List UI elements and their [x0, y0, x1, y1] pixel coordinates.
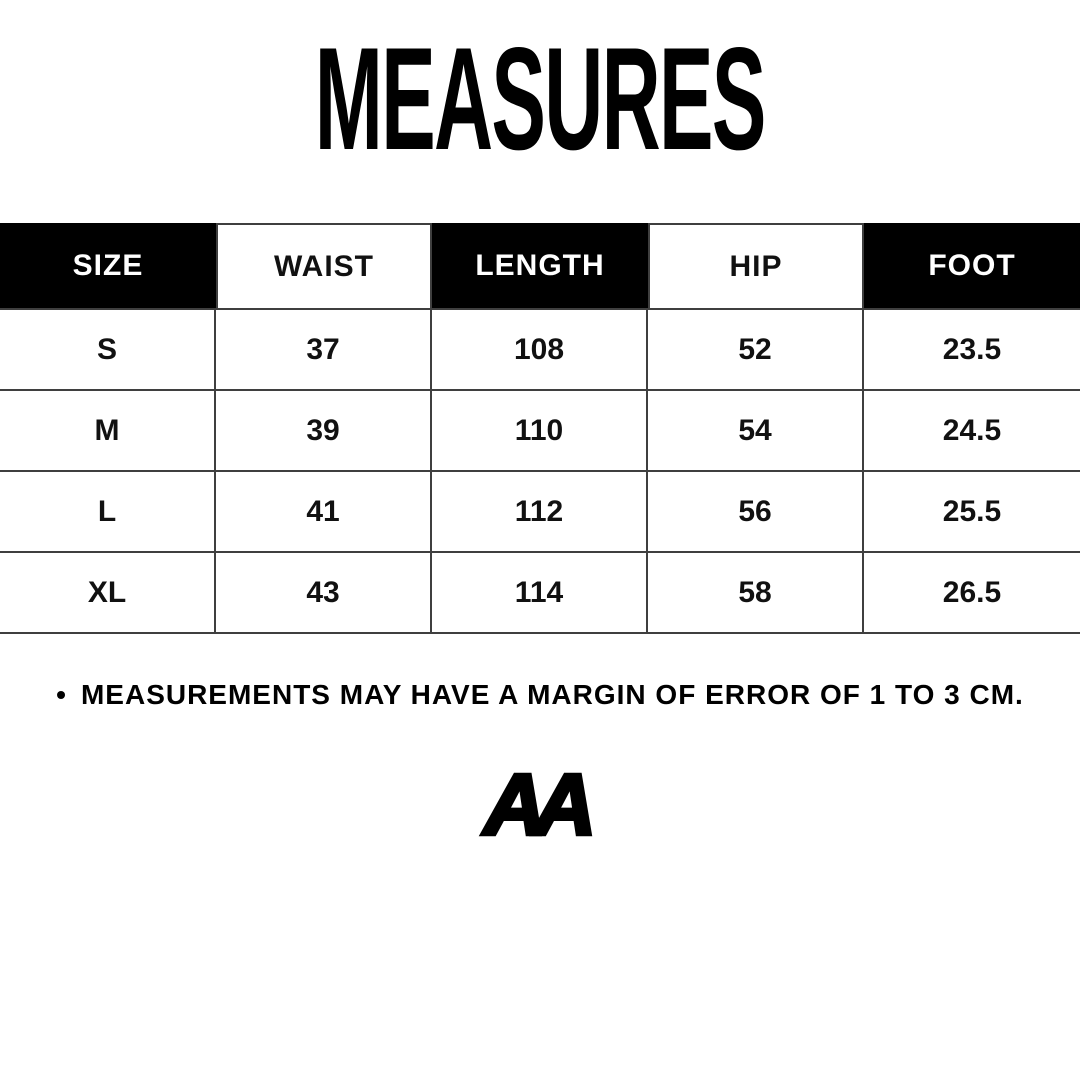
margin-of-error-text: MEASUREMENTS MAY HAVE A MARGIN OF ERROR OF 1 TO 3 CM. — [80, 679, 1024, 710]
cell-foot: 24.5 — [942, 413, 1002, 447]
cell-size: L — [0, 472, 216, 551]
size-table — [0, 223, 1080, 634]
cell-length: 110 — [432, 391, 648, 470]
header-cell-length: LENGTH — [432, 223, 648, 308]
margin-of-error-note — [0, 675, 1080, 715]
cell-hip: 52 — [648, 310, 864, 389]
table-row-m — [0, 391, 1080, 472]
header-cell-foot: FOOT — [864, 223, 1080, 308]
header-cell-size: SIZE — [0, 223, 216, 308]
cell-waist: 43 — [216, 553, 432, 632]
page-title — [0, 17, 1080, 180]
cell-waist: 41 — [216, 472, 432, 551]
cell-size: XL — [0, 553, 216, 632]
brand-logo — [0, 757, 1080, 853]
cell-foot: 23.5 — [942, 332, 1002, 366]
table-row-l — [0, 472, 1080, 553]
header-cell-waist: WAIST — [216, 223, 432, 308]
cell-length: 112 — [432, 472, 648, 551]
cell-waist: 37 — [216, 310, 432, 389]
cell-size: M — [0, 391, 216, 470]
cell-size: S — [0, 310, 216, 389]
cell-length: 114 — [432, 553, 648, 632]
table-row-s — [0, 310, 1080, 391]
cell-foot: 25.5 — [942, 494, 1002, 528]
cell-hip: 58 — [648, 553, 864, 632]
cell-waist: 39 — [216, 391, 432, 470]
bullet-icon: • — [56, 679, 67, 710]
page-title-text: MEASURES — [315, 17, 765, 180]
header-cell-hip: HIP — [648, 223, 864, 308]
cell-hip: 56 — [648, 472, 864, 551]
cell-length: 108 — [432, 310, 648, 389]
aa-logo-icon: AA — [483, 757, 585, 853]
cell-foot: 26.5 — [942, 575, 1002, 609]
cell-hip: 54 — [648, 391, 864, 470]
table-row-xl — [0, 553, 1080, 634]
size-table-body — [0, 308, 1080, 634]
size-table-header-row — [0, 223, 1080, 308]
